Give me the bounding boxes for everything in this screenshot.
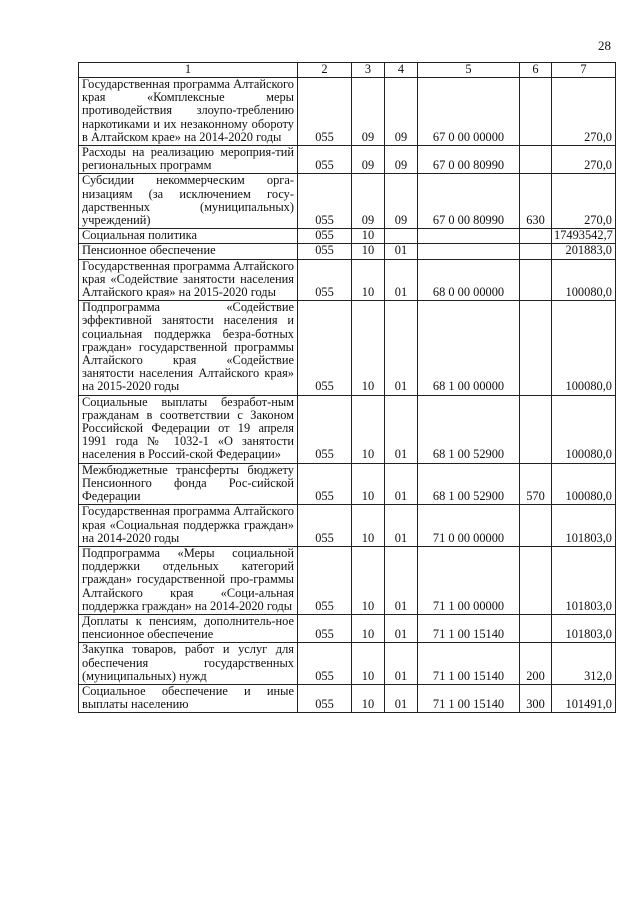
column-2-code: 055 xyxy=(298,244,352,259)
table-row xyxy=(79,643,616,685)
column-2-code: 055 xyxy=(298,301,352,395)
column-7-amount: 100080,0 xyxy=(552,395,616,463)
column-7-amount: 101803,0 xyxy=(552,505,616,547)
column-5-code: 71 0 00 00000 xyxy=(418,505,520,547)
column-6-code xyxy=(520,146,552,174)
column-6-code xyxy=(520,301,552,395)
row-name: Социальное обеспечение и иные выплаты населению xyxy=(79,684,298,712)
column-4-code: 09 xyxy=(385,78,418,146)
header-cell: 6 xyxy=(520,63,552,78)
table-row xyxy=(79,546,616,614)
column-7-amount: 101803,0 xyxy=(552,546,616,614)
column-2-code: 055 xyxy=(298,546,352,614)
column-4-code: 01 xyxy=(385,643,418,685)
column-5-code: 68 1 00 00000 xyxy=(418,301,520,395)
column-3-code: 10 xyxy=(352,505,385,547)
column-5-code: 68 1 00 52900 xyxy=(418,463,520,505)
header-cell: 3 xyxy=(352,63,385,78)
column-4-code: 01 xyxy=(385,546,418,614)
column-7-amount: 100080,0 xyxy=(552,463,616,505)
column-3-code: 09 xyxy=(352,146,385,174)
table-row xyxy=(79,505,616,547)
column-3-code: 09 xyxy=(352,174,385,229)
header-cell: 4 xyxy=(385,63,418,78)
column-3-code: 10 xyxy=(352,643,385,685)
column-6-code xyxy=(520,395,552,463)
table-row xyxy=(79,146,616,174)
column-4-code: 01 xyxy=(385,505,418,547)
column-5-code: 68 0 00 00000 xyxy=(418,259,520,301)
row-name: Подпрограмма «Меры социальной поддержки отдельных категорий граждан» государственной про-граммы Алтайского края «Соци-альная поддержка граждан» на 2014-2020 годы xyxy=(79,546,298,614)
column-6-code xyxy=(520,259,552,301)
column-3-code: 10 xyxy=(352,463,385,505)
header-cell: 5 xyxy=(418,63,520,78)
column-3-code: 10 xyxy=(352,684,385,712)
column-5-code: 68 1 00 52900 xyxy=(418,395,520,463)
column-2-code: 055 xyxy=(298,684,352,712)
column-7-amount: 17493542,7 xyxy=(552,229,616,244)
column-2-code: 055 xyxy=(298,395,352,463)
column-6-code xyxy=(520,244,552,259)
table-row xyxy=(79,244,616,259)
row-name: Социальные выплаты безработ-ным гражданам в соответствии с Законом Российской Федерации от 19 апреля 1991 года № 1032-1 «О занятости населения в Россий-ской Федерации» xyxy=(79,395,298,463)
column-3-code: 10 xyxy=(352,301,385,395)
header-cell: 2 xyxy=(298,63,352,78)
column-7-amount: 270,0 xyxy=(552,174,616,229)
row-name: Социальная политика xyxy=(79,229,298,244)
column-4-code: 01 xyxy=(385,244,418,259)
column-5-code: 71 1 00 15140 xyxy=(418,614,520,642)
column-6-code: 200 xyxy=(520,643,552,685)
column-3-code: 10 xyxy=(352,244,385,259)
column-2-code: 055 xyxy=(298,259,352,301)
row-name: Пенсионное обеспечение xyxy=(79,244,298,259)
column-7-amount: 101491,0 xyxy=(552,684,616,712)
column-6-code: 300 xyxy=(520,684,552,712)
column-5-code: 67 0 00 00000 xyxy=(418,78,520,146)
column-6-code xyxy=(520,78,552,146)
table-row xyxy=(79,174,616,229)
column-7-amount: 100080,0 xyxy=(552,259,616,301)
column-5-code: 67 0 00 80990 xyxy=(418,146,520,174)
table-row xyxy=(79,301,616,395)
column-6-code xyxy=(520,229,552,244)
table-row xyxy=(79,78,616,146)
column-5-code xyxy=(418,244,520,259)
column-4-code: 01 xyxy=(385,395,418,463)
column-6-code: 570 xyxy=(520,463,552,505)
table-row xyxy=(79,229,616,244)
column-5-code: 71 1 00 15140 xyxy=(418,643,520,685)
column-3-code: 10 xyxy=(352,395,385,463)
header-cell: 1 xyxy=(79,63,298,78)
row-name: Доплаты к пенсиям, дополнитель-ное пенсионное обеспечение xyxy=(79,614,298,642)
column-3-code: 10 xyxy=(352,546,385,614)
header-cell: 7 xyxy=(552,63,616,78)
column-5-code: 67 0 00 80990 xyxy=(418,174,520,229)
table-row xyxy=(79,614,616,642)
column-3-code: 09 xyxy=(352,78,385,146)
column-5-code: 71 1 00 15140 xyxy=(418,684,520,712)
column-6-code: 630 xyxy=(520,174,552,229)
column-5-code xyxy=(418,229,520,244)
table-row xyxy=(79,259,616,301)
row-name: Подпрограмма «Содействие эффективной занятости населения и социальная поддержка безра-ботных граждан» государственной программы Алтайского края «Содействие занятости населения Алтайского края» на 2015-2020 годы xyxy=(79,301,298,395)
column-3-code: 10 xyxy=(352,614,385,642)
column-7-amount: 270,0 xyxy=(552,78,616,146)
column-4-code: 01 xyxy=(385,259,418,301)
table-row xyxy=(79,395,616,463)
table-row xyxy=(79,684,616,712)
column-7-amount: 101803,0 xyxy=(552,614,616,642)
column-6-code xyxy=(520,614,552,642)
column-4-code xyxy=(385,229,418,244)
column-2-code: 055 xyxy=(298,614,352,642)
column-2-code: 055 xyxy=(298,643,352,685)
column-5-code: 71 1 00 00000 xyxy=(418,546,520,614)
column-4-code: 01 xyxy=(385,463,418,505)
column-4-code: 09 xyxy=(385,174,418,229)
column-4-code: 09 xyxy=(385,146,418,174)
budget-table xyxy=(78,62,616,713)
column-4-code: 01 xyxy=(385,684,418,712)
table-row xyxy=(79,463,616,505)
column-4-code: 01 xyxy=(385,614,418,642)
column-2-code: 055 xyxy=(298,229,352,244)
column-2-code: 055 xyxy=(298,463,352,505)
row-name: Государственная программа Алтайского края «Комплексные меры противодействия злоупо-треблению наркотиками и их незаконному обороту в Алтайском крае» на 2014-2020 годы xyxy=(79,78,298,146)
row-name: Государственная программа Алтайского края «Социальная поддержка граждан» на 2014-2020 годы xyxy=(79,505,298,547)
row-name: Межбюджетные трансферты бюджету Пенсионного фонда Рос-сийской Федерации xyxy=(79,463,298,505)
column-3-code: 10 xyxy=(352,229,385,244)
column-3-code: 10 xyxy=(352,259,385,301)
column-4-code: 01 xyxy=(385,301,418,395)
row-name: Расходы на реализацию мероприя-тий региональных программ xyxy=(79,146,298,174)
row-name: Закупка товаров, работ и услуг для обеспечения государственных (муниципальных) нужд xyxy=(79,643,298,685)
column-7-amount: 201883,0 xyxy=(552,244,616,259)
column-7-amount: 270,0 xyxy=(552,146,616,174)
column-2-code: 055 xyxy=(298,146,352,174)
column-2-code: 055 xyxy=(298,174,352,229)
column-7-amount: 100080,0 xyxy=(552,301,616,395)
column-7-amount: 312,0 xyxy=(552,643,616,685)
column-2-code: 055 xyxy=(298,78,352,146)
row-name: Субсидии некоммерческим орга-низациям (за исключением госу-дарственных (муниципальных) учреждений) xyxy=(79,174,298,229)
column-6-code xyxy=(520,546,552,614)
row-name: Государственная программа Алтайского края «Содействие занятости населения Алтайского края» на 2015-2020 годы xyxy=(79,259,298,301)
column-6-code xyxy=(520,505,552,547)
column-2-code: 055 xyxy=(298,505,352,547)
header-row xyxy=(79,63,616,78)
page-number: 28 xyxy=(598,38,611,53)
